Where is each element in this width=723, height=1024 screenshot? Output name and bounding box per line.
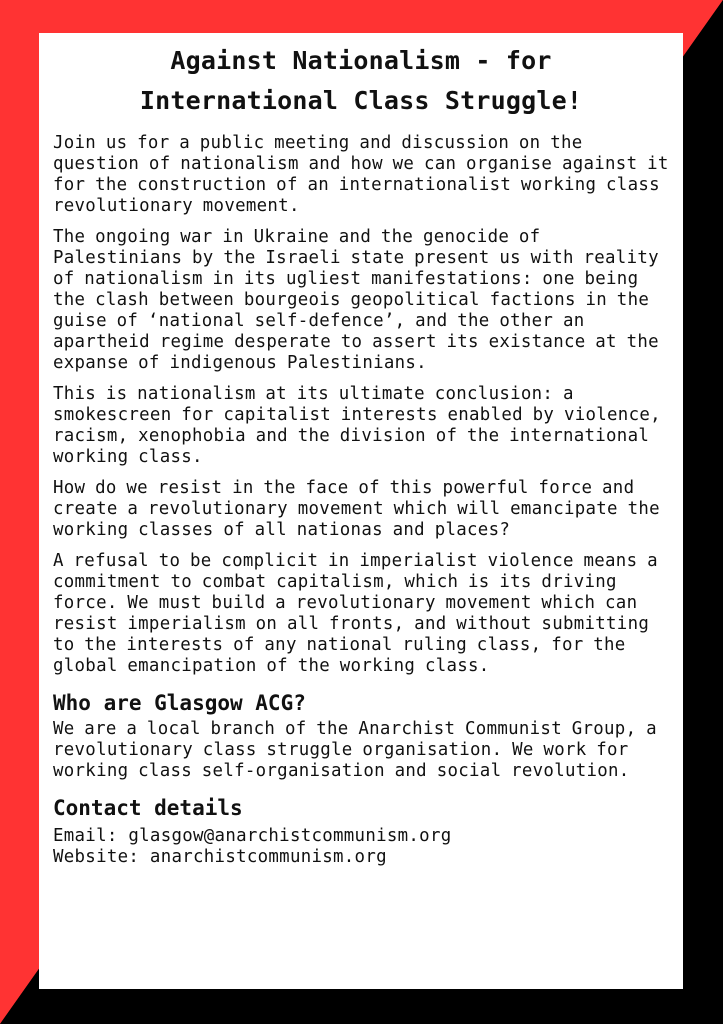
title-line-1: Against Nationalism - for (170, 46, 552, 75)
conclusion-paragraph: This is nationalism at its ultimate conclusion: a smokescreen for capitalist interests enabled by violence, racism, xenophobia and the division of the international working class. (53, 384, 661, 467)
war-paragraph: The ongoing war in Ukraine and the genocide of Palestinians by the Israeli state present us with reality of nationalism in its ugliest manifestations: one being the clash between bourgeois geopolitical factions in the guise of ‘national self-defence’, and the other an apartheid regime desperate to assert its existance at the expanse of indigenous Palestinians. (53, 227, 659, 373)
title-line-2: International Class Struggle! (139, 86, 583, 115)
contact-heading: Contact details (53, 796, 243, 820)
about-heading: Who are Glasgow ACG? (53, 691, 306, 715)
contact-details (53, 826, 669, 868)
intro-paragraph: Join us for a public meeting and discussion on the question of nationalism and how we can organise against it for the construction of an internationalist working class revolutionary movement. (53, 133, 669, 216)
about-text: We are a local branch of the Anarchist Communist Group, a revolutionary class struggle organisation. We work for working class self-organisation and social revolution. (53, 719, 657, 781)
question-paragraph: How do we resist in the face of this powerful force and create a revolutionary movement which will emancipate the working classes of all nationas and places? (53, 478, 660, 540)
contact-email: Email: glasgow@anarchistcommunism.org (53, 826, 452, 846)
contact-website: Website: anarchistcommunism.org (53, 847, 387, 867)
refusal-paragraph: A refusal to be complicit in imperialist violence means a commitment to combat capitalism, which is its driving force. We must build a revolutionary movement which can resist imperialism on all fronts, and without submitting to the interests of any national ruling class, for the global emancipation of the working class. (53, 551, 658, 676)
flyer-card (39, 33, 683, 989)
page-title (53, 41, 669, 121)
